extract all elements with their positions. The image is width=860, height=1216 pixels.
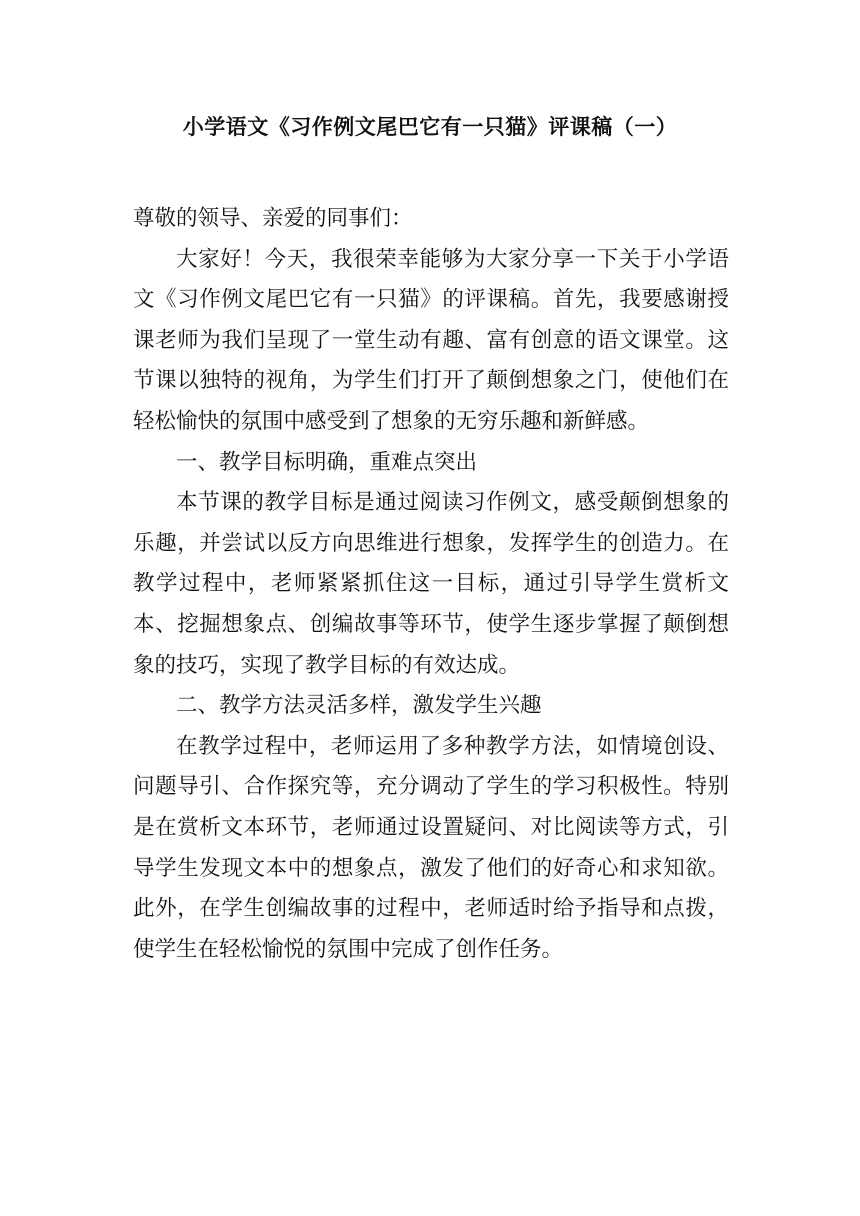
salutation: 尊敬的领导、亲爱的同事们： (133, 206, 413, 231)
intro-paragraph: 大家好！今天，我很荣幸能够为大家分享一下关于小学语文《习作例文尾巴它有一只猫》的评课稿。首先，我要感谢授课老师为我们呈现了一堂生动有趣、富有创意的语文课堂。这节课以独特的视角，为学生们打开了颠倒想象之门，使他们在轻松愉快的氛围中感受到了想象的无穷乐趣和新鲜感。 (133, 246, 729, 434)
document-body (133, 199, 729, 970)
section-heading-2: 二、教学方法灵活多样，激发学生兴趣 (176, 693, 542, 719)
section-heading-1: 一、教学目标明确，重难点突出 (176, 449, 478, 475)
section-paragraph-1: 本节课的教学目标是通过阅读习作例文，感受颠倒想象的乐趣，并尝试以反方向思维进行想象，发挥学生的创造力。在教学过程中，老师紧紧抓住这一目标，通过引导学生赏析文本、挖掘想象点、创编故事等环节，使学生逐步掌握了颠倒想象的技巧，实现了教学目标的有效达成。 (133, 490, 729, 678)
document-title: 小学语文《习作例文尾巴它有一只猫》评课稿（一） (182, 114, 678, 139)
section-paragraph-2: 在教学过程中，老师运用了多种教学方法，如情境创设、问题导引、合作探究等，充分调动了学生的学习积极性。特别是在赏析文本环节，老师通过设置疑问、对比阅读等方式，引导学生发现文本中的想象点，激发了他们的好奇心和求知欲。此外，在学生创编故事的过程中，老师适时给予指导和点拨，使学生在轻松愉悦的氛围中完成了创作任务。 (133, 733, 729, 962)
